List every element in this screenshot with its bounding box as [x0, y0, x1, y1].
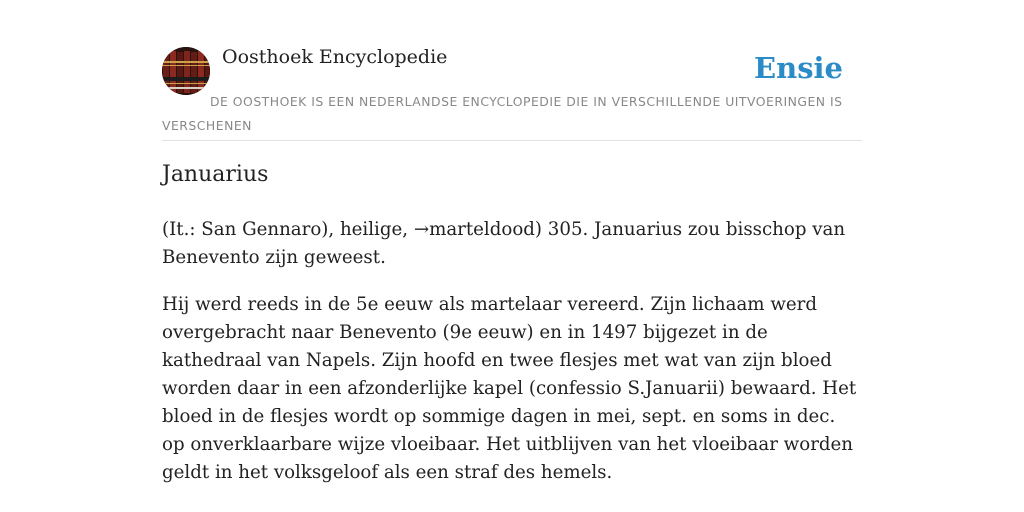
site-title[interactable]: Oosthoek Encyclopedie: [222, 46, 448, 68]
entry-title: Januarius: [162, 162, 269, 187]
book-spines-icon[interactable]: [162, 47, 210, 95]
entry-paragraph-1: (It.: San Gennaro), heilige, →marteldood) 305. Januarius zou bisschop van Benevento zijn geweest.: [162, 219, 846, 268]
site-tagline: DE OOSTHOEK IS EEN NEDERLANDSE ENCYCLOPEDIE DIE IN VERSCHILLENDE UITVOERINGEN IS VERSCHENEN: [162, 94, 843, 133]
site-header: [162, 0, 862, 141]
entry-paragraph-2: Hij werd reeds in de 5e eeuw als martelaar vereerd. Zijn lichaam werd overgebracht naar Benevento (9e eeuw) en in 1497 bijgezet in de kathedraal van Napels. Zijn hoofd en twee flesjes met wat van zijn bloed worden daar in een afzonderlijke kapel (confessio S.Januarii) bewaard. Het bloed in de flesjes wordt op sommige dagen in mei, sept. en soms in dec. op onverklaarbare wijze vloeibaar. Het uitblijven van het vloeibaar worden geldt in het volksgeloof als een straf des hemels.: [162, 294, 857, 483]
brand-logo[interactable]: Ensie: [754, 51, 843, 85]
page-container: [162, 0, 862, 483]
